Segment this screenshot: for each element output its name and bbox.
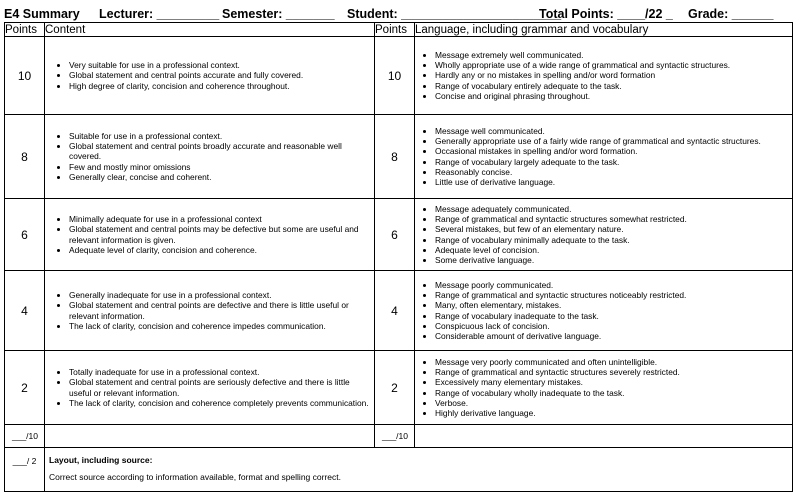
list-item: • Range of vocabulary largely adequate to the task. bbox=[435, 157, 788, 167]
list-item: • Highly derivative language. bbox=[435, 408, 788, 418]
language-total-blank bbox=[415, 425, 793, 448]
language-criteria bbox=[415, 115, 793, 199]
list-item: • Generally appropriate use of a fairly wide range of grammatical and syntactic structures. bbox=[435, 136, 788, 146]
list-item: • Adequate level of concision. bbox=[435, 245, 788, 255]
content-points: 10 bbox=[5, 37, 45, 115]
list-item: • Concise and original phrasing throughout. bbox=[435, 91, 788, 101]
table-row bbox=[5, 271, 793, 351]
list-item: • Global statement and central points are seriously defective and there is little useful or relevant information. bbox=[69, 377, 370, 397]
lecturer-field: Lecturer: _________ bbox=[99, 7, 220, 21]
language-points: 8 bbox=[375, 115, 415, 199]
layout-criteria bbox=[45, 448, 793, 492]
content-points: 8 bbox=[5, 115, 45, 199]
list-item: • Minimally adequate for use in a professional context bbox=[69, 214, 370, 224]
list-item: • Message adequately communicated. bbox=[435, 204, 788, 214]
table-row bbox=[5, 199, 793, 271]
list-item: • Generally clear, concise and coherent. bbox=[69, 172, 370, 182]
list-item: • Range of vocabulary inadequate to the task. bbox=[435, 311, 788, 321]
content-points: 4 bbox=[5, 271, 45, 351]
list-item: • Verbose. bbox=[435, 398, 788, 408]
list-item: • Range of vocabulary minimally adequate to the task. bbox=[435, 235, 788, 245]
semester-field: Semester: _______ bbox=[222, 7, 335, 21]
table-header-row bbox=[5, 23, 793, 37]
list-item: • Some derivative language. bbox=[435, 255, 788, 265]
layout-row bbox=[5, 448, 793, 492]
list-item: • Hardly any or no mistakes in spelling and/or word formation bbox=[435, 70, 788, 80]
language-total: ___/10 bbox=[375, 425, 415, 448]
list-item: • Range of vocabulary wholly inadequate to the task. bbox=[435, 388, 788, 398]
list-item: • Very suitable for use in a professional context. bbox=[69, 60, 370, 70]
list-item: • Considerable amount of derivative language. bbox=[435, 331, 788, 341]
grade-field: Grade: ______ bbox=[688, 7, 774, 21]
table-row bbox=[5, 115, 793, 199]
language-header: Language, including grammar and vocabulary bbox=[415, 23, 793, 37]
list-item: • Wholly appropriate use of a wide range of grammatical and syntactic structures. bbox=[435, 60, 788, 70]
form-header bbox=[4, 7, 794, 22]
list-item: • Occasional mistakes in spelling and/or word formation. bbox=[435, 146, 788, 156]
layout-description: Correct source according to information available, format and spelling correct. bbox=[49, 472, 341, 482]
list-item: • High degree of clarity, concision and coherence throughout. bbox=[69, 81, 370, 91]
list-item: • Several mistakes, but few of an elementary nature. bbox=[435, 224, 788, 234]
content-criteria bbox=[45, 351, 375, 425]
list-item: • The lack of clarity, concision and coherence completely prevents communication. bbox=[69, 398, 370, 408]
list-item: • Global statement and central points may be defective but some are useful and relevant information is given. bbox=[69, 224, 370, 244]
content-points: 6 bbox=[5, 199, 45, 271]
content-criteria bbox=[45, 271, 375, 351]
language-criteria bbox=[415, 199, 793, 271]
list-item: • Message poorly communicated. bbox=[435, 280, 788, 290]
table-row bbox=[5, 37, 793, 115]
list-item: • Message extremely well communicated. bbox=[435, 50, 788, 60]
list-item: • Range of grammatical and syntactic structures somewhat restricted. bbox=[435, 214, 788, 224]
table-row bbox=[5, 351, 793, 425]
list-item: • Conspicuous lack of concision. bbox=[435, 321, 788, 331]
layout-title: Layout, including source: bbox=[49, 455, 153, 465]
form-title: E4 Summary bbox=[4, 7, 80, 21]
list-item: • Range of grammatical and syntactic structures severely restricted. bbox=[435, 367, 788, 377]
language-points: 10 bbox=[375, 37, 415, 115]
points-header: Points bbox=[5, 23, 45, 37]
total-points-field: Total Points: ____/22 _ bbox=[539, 7, 673, 21]
list-item: • Generally inadequate for use in a professional context. bbox=[69, 290, 370, 300]
list-item: • Excessively many elementary mistakes. bbox=[435, 377, 788, 387]
list-item: • Many, often elementary, mistakes. bbox=[435, 300, 788, 310]
language-criteria bbox=[415, 351, 793, 425]
list-item: • Global statement and central points accurate and fully covered. bbox=[69, 70, 370, 80]
content-total-blank bbox=[45, 425, 375, 448]
language-points: 4 bbox=[375, 271, 415, 351]
content-criteria bbox=[45, 199, 375, 271]
list-item: • Message very poorly communicated and often unintelligible. bbox=[435, 357, 788, 367]
content-criteria bbox=[45, 37, 375, 115]
totals-row bbox=[5, 425, 793, 448]
list-item: • Range of grammatical and syntactic structures noticeably restricted. bbox=[435, 290, 788, 300]
rubric-table bbox=[4, 22, 793, 492]
language-criteria bbox=[415, 271, 793, 351]
student-field: Student: _______________________ bbox=[347, 7, 562, 21]
list-item: • Adequate level of clarity, concision and coherence. bbox=[69, 245, 370, 255]
list-item: • The lack of clarity, concision and coherence impedes communication. bbox=[69, 321, 370, 331]
language-points: 2 bbox=[375, 351, 415, 425]
content-criteria bbox=[45, 115, 375, 199]
content-points: 2 bbox=[5, 351, 45, 425]
language-points: 6 bbox=[375, 199, 415, 271]
list-item: • Range of vocabulary entirely adequate to the task. bbox=[435, 81, 788, 91]
list-item: • Totally inadequate for use in a professional context. bbox=[69, 367, 370, 377]
list-item: • Message well communicated. bbox=[435, 126, 788, 136]
content-header: Content bbox=[45, 23, 375, 37]
list-item: • Global statement and central points are defective and there is little useful or relevant information. bbox=[69, 300, 370, 320]
language-criteria bbox=[415, 37, 793, 115]
list-item: • Reasonably concise. bbox=[435, 167, 788, 177]
content-total: ___/10 bbox=[5, 425, 45, 448]
list-item: • Global statement and central points broadly accurate and reasonable well covered. bbox=[69, 141, 370, 161]
list-item: • Little use of derivative language. bbox=[435, 177, 788, 187]
list-item: • Suitable for use in a professional context. bbox=[69, 131, 370, 141]
list-item: • Few and mostly minor omissions bbox=[69, 162, 370, 172]
points-header-language: Points bbox=[375, 23, 415, 37]
layout-score: ___/ 2 bbox=[5, 448, 45, 492]
